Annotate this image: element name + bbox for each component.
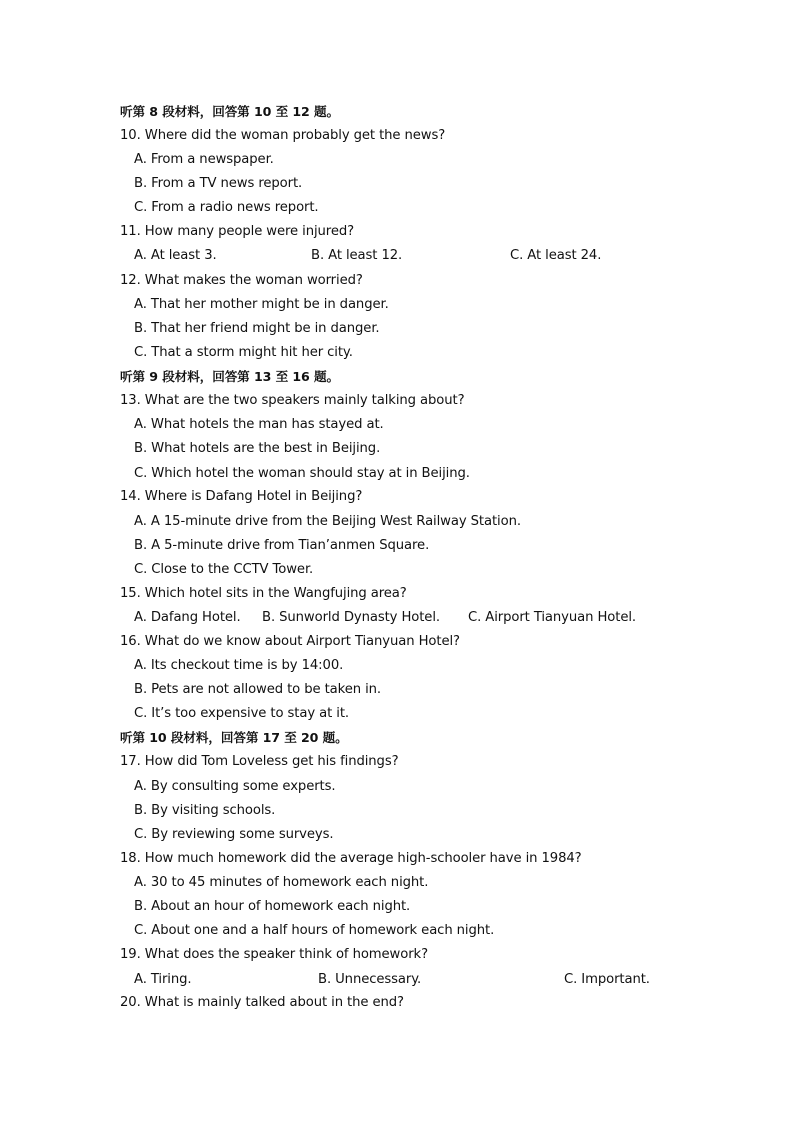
option-c: C. Important. <box>564 972 650 987</box>
section-heading: 听第 10 段材料，回答第 17 至 20 题。 <box>120 730 348 745</box>
question-stem: 18. How much homework did the average high-schooler have in 1984? <box>120 851 582 866</box>
option-c: C. Close to the CCTV Tower. <box>134 562 314 577</box>
question-stem: 14. Where is Dafang Hotel in Beijing? <box>120 489 363 504</box>
option-a: A. 30 to 45 minutes of homework each night. <box>134 875 429 890</box>
question-stem: 17. How did Tom Loveless get his findings? <box>120 754 399 769</box>
option-b: B. Unnecessary. <box>318 972 422 987</box>
option-c: C. At least 24. <box>510 248 602 263</box>
option-b: B. About an hour of homework each night. <box>134 899 411 914</box>
option-b: B. By visiting schools. <box>134 803 276 818</box>
section-heading: 听第 9 段材料，回答第 13 至 16 题。 <box>120 369 339 384</box>
option-a: A. Tiring. <box>134 972 192 987</box>
question-stem: 13. What are the two speakers mainly talking about? <box>120 393 465 408</box>
option-c: C. From a radio news report. <box>134 200 319 215</box>
option-c: C. Which hotel the woman should stay at in Beijing. <box>134 466 470 481</box>
option-c: C. It’s too expensive to stay at it. <box>134 706 349 721</box>
question-stem: 16. What do we know about Airport Tianyuan Hotel? <box>120 634 460 649</box>
option-b: B. Sunworld Dynasty Hotel. <box>262 610 440 625</box>
option-a: A. At least 3. <box>134 248 217 263</box>
question-stem: 15. Which hotel sits in the Wangfujing area? <box>120 586 407 601</box>
option-a: A. By consulting some experts. <box>134 779 336 794</box>
option-a: A. What hotels the man has stayed at. <box>134 417 384 432</box>
option-c: C. About one and a half hours of homework each night. <box>134 923 495 938</box>
option-b: B. From a TV news report. <box>134 176 303 191</box>
section-heading: 听第 8 段材料，回答第 10 至 12 题。 <box>120 104 339 119</box>
option-b: B. A 5-minute drive from Tian’anmen Square. <box>134 538 430 553</box>
option-c: C. Airport Tianyuan Hotel. <box>468 610 636 625</box>
question-stem: 20. What is mainly talked about in the end? <box>120 995 404 1010</box>
option-c: C. By reviewing some surveys. <box>134 827 334 842</box>
question-stem: 12. What makes the woman worried? <box>120 273 363 288</box>
option-b: B. At least 12. <box>311 248 403 263</box>
option-c: C. That a storm might hit her city. <box>134 345 353 360</box>
option-a: A. A 15-minute drive from the Beijing West Railway Station. <box>134 514 521 529</box>
option-b: B. What hotels are the best in Beijing. <box>134 441 381 456</box>
question-stem: 19. What does the speaker think of homework? <box>120 947 428 962</box>
option-a: A. That her mother might be in danger. <box>134 297 389 312</box>
option-a: A. Its checkout time is by 14:00. <box>134 658 344 673</box>
option-b: B. That her friend might be in danger. <box>134 321 380 336</box>
question-stem: 10. Where did the woman probably get the news? <box>120 128 446 143</box>
option-a: A. Dafang Hotel. <box>134 610 241 625</box>
question-stem: 11. How many people were injured? <box>120 224 354 239</box>
option-b: B. Pets are not allowed to be taken in. <box>134 682 382 697</box>
option-a: A. From a newspaper. <box>134 152 274 167</box>
